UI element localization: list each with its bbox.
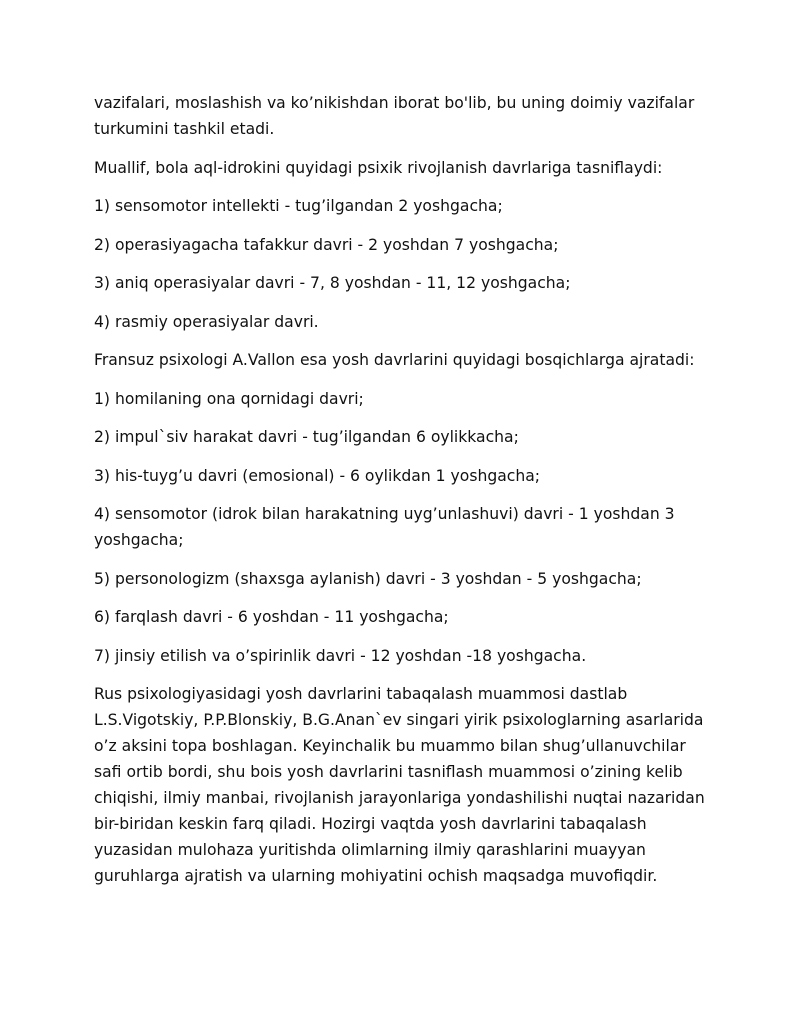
list-item: 4) sensomotor (idrok bilan harakatning uyg’unlashuvi) davri - 1 yoshdan 3 yoshgacha; [94,505,675,549]
list-item: 6) farqlash davri - 6 yoshdan - 11 yoshgacha; [94,608,449,626]
list-item: 2) operasiyagacha tafakkur davri - 2 yoshdan 7 yoshgacha; [94,235,559,254]
document-body [94,90,714,902]
list-item: 3) aniq operasiyalar davri - 7, 8 yoshdan - 11, 12 yoshgacha; [94,274,571,292]
paragraph-vallon-intro: Fransuz psixologi A.Vallon esa yosh davrlarini quyidagi bosqichlarga ajratadi: [94,351,695,369]
list-item: 5) personologizm (shaxsga aylanish) davri - 3 yoshdan - 5 yoshgacha; [94,569,642,588]
list-item: 1) sensomotor intellekti - tug’ilgandan 2 yoshgacha; [94,197,503,215]
list-item: 1) homilaning ona qornidagi davri; [94,389,364,408]
list-item: 3) his-tuyg’u davri (emosional) - 6 oylikdan 1 yoshgacha; [94,466,541,485]
paragraph-russian-psychology: Rus psixologiyasidagi yosh davrlarini tabaqalash muammosi dastlab L.S.Vigotskiy, P.P.Blonskiy, B.G.Anan`ev singari yirik psixologlarning asarlarida o’z aksini topa boshlagan. Keyinchalik bu muammo bilan shug’ullanuvchilar safi ortib bordi, shu bois yosh davrlarini tasniflash muammosi o’zining kelib chiqishi, ilmiy manbai, rivojlanish jarayonlariga yondashilishi nuqtai nazaridan bir-biridan keskin farq qiladi. Hozirgi vaqtda yosh davrlarini tabaqalash yuzasidan mulohaza yuritishda olimlarning ilmiy qarashlarini muayyan guruhlarga ajratish va ularning mohiyatini ochish maqsadga muvofiqdir. [94,685,705,885]
paragraph-piaget-intro: Muallif, bola aql-idrokini quyidagi psixik rivojlanish davrlariga tasniflaydi: [94,158,663,177]
list-item: 7) jinsiy etilish va o’spirinlik davri - 12 yoshdan -18 yoshgacha. [94,646,587,665]
paragraph-continuation: vazifalari, moslashish va ko’nikishdan iborat bo'lib, bu uning doimiy vazifalar turkumini tashkil etadi. [94,94,695,138]
list-item: 4) rasmiy operasiyalar davri. [94,312,319,331]
list-item: 2) impul`siv harakat davri - tug’ilgandan 6 oylikkacha; [94,428,519,446]
